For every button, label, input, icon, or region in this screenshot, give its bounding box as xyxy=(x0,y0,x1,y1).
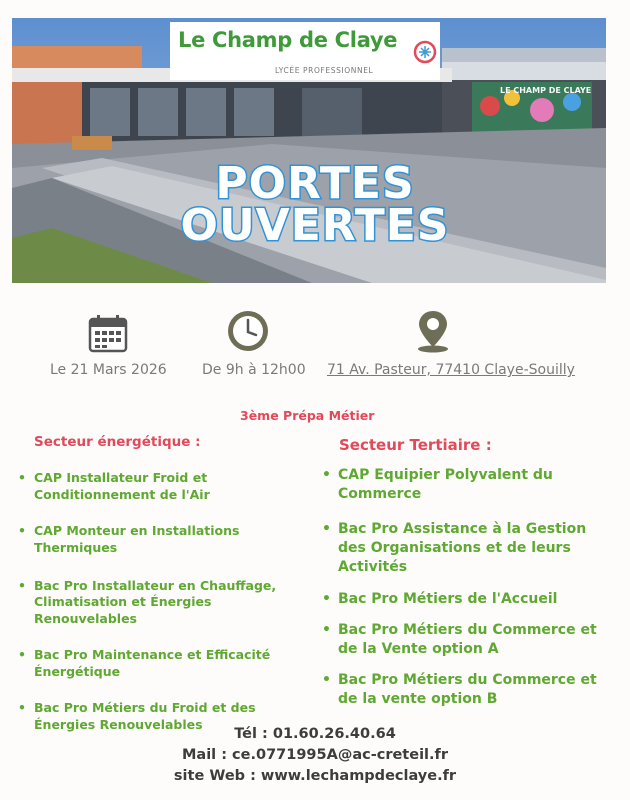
list-item: • CAP Monteur en Installations Thermiques xyxy=(20,523,314,557)
event-address-link[interactable]: 71 Av. Pasteur, 77410 Claye-Souilly xyxy=(327,362,575,378)
list-item: • Bac Pro Métiers du Froid et des Énergies Renouvelables xyxy=(20,700,314,734)
school-logo xyxy=(170,22,440,80)
event-time: De 9h à 12h00 xyxy=(202,362,306,378)
list-item: • CAP Equipier Polyvalent du Commerce xyxy=(324,466,618,504)
list-item: • CAP Installateur Froid et Conditionnement de l'Air xyxy=(20,470,314,504)
list-item: • Bac Pro Assistance à la Gestion des Organisations et de leurs Activités xyxy=(324,520,618,577)
list-item: • Bac Pro Métiers du Commerce et de la Vente option A xyxy=(324,621,618,659)
logo-emblem-icon xyxy=(413,40,437,64)
prepa-title: 3ème Prépa Métier xyxy=(240,408,375,423)
headline-line2: OUVERTES xyxy=(180,200,450,251)
mural-text: LE CHAMP DE CLAYE xyxy=(500,86,592,95)
right-sector-title: Secteur Tertiaire : xyxy=(339,436,492,454)
logo-text: Le Champ de Claye xyxy=(178,28,398,52)
location-pin-icon xyxy=(416,309,450,353)
list-item: • Bac Pro Maintenance et Efficacité Énergétique xyxy=(20,647,314,681)
logo-subtitle: LYCÉE PROFESSIONNEL xyxy=(275,66,374,75)
event-date: Le 21 Mars 2026 xyxy=(50,362,167,378)
left-sector-title: Secteur énergétique : xyxy=(34,434,201,450)
left-course-list xyxy=(20,470,314,734)
list-item: • Bac Pro Métiers du Commerce et de la vente option B xyxy=(324,671,618,709)
headline-line1: PORTES xyxy=(215,158,415,209)
contact-website[interactable]: site Web : www.lechampdeclaye.fr xyxy=(173,768,457,784)
list-item: • Bac Pro Installateur en Chauffage, Climatisation et Énergies Renouvelables xyxy=(20,578,314,629)
contact-mail[interactable]: Mail : ce.0771995A@ac-creteil.fr xyxy=(182,747,448,763)
clock-icon xyxy=(226,309,270,353)
right-course-list xyxy=(324,466,618,709)
calendar-icon xyxy=(88,313,128,353)
contact-phone: Tél : 01.60.26.40.64 xyxy=(234,726,396,742)
list-item: • Bac Pro Métiers de l'Accueil xyxy=(324,590,618,609)
